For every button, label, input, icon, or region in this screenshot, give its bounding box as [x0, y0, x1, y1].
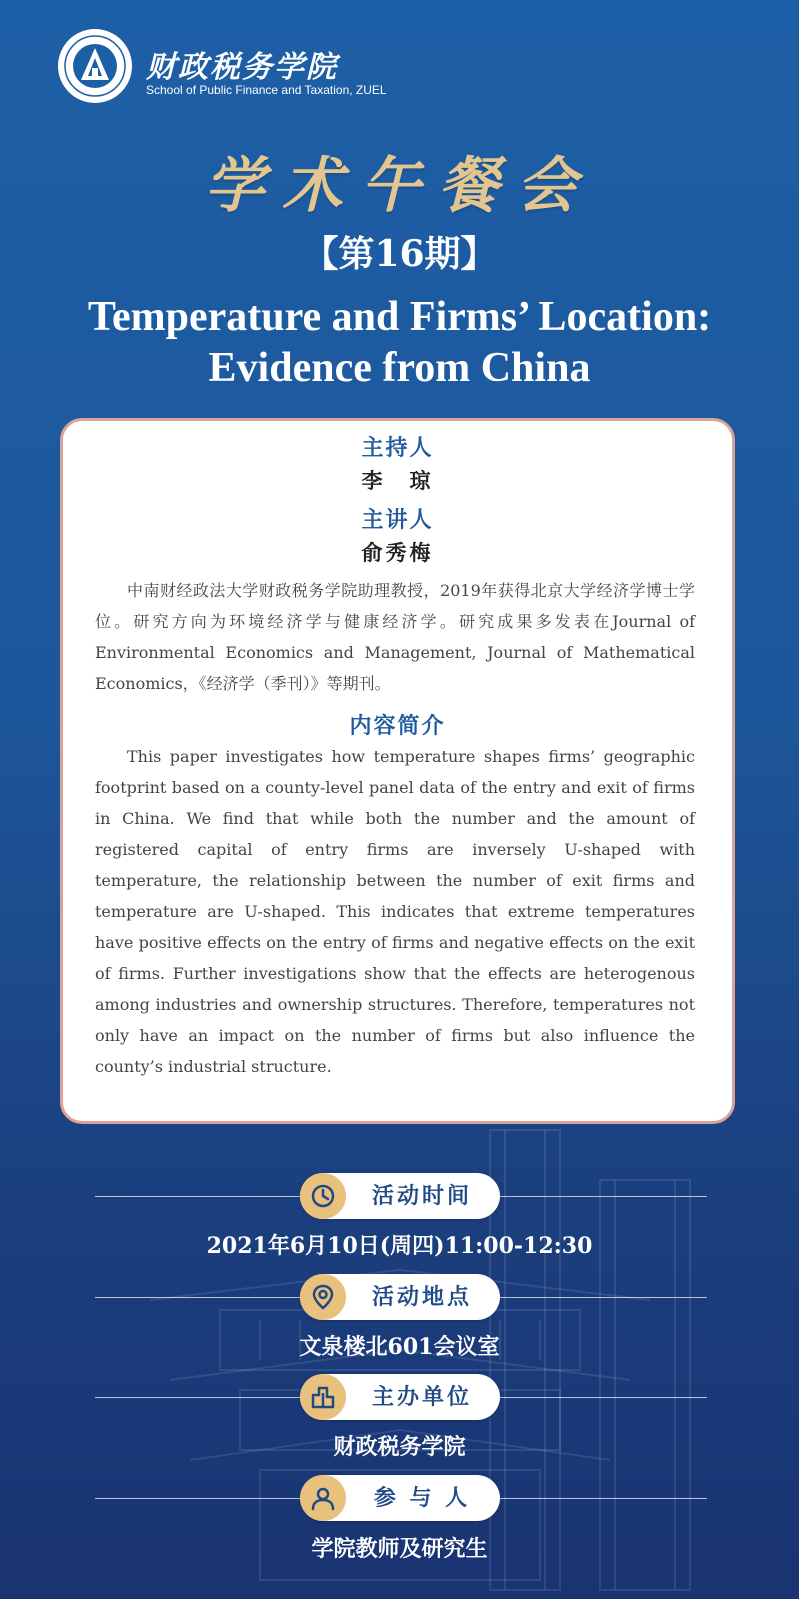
school-name-chinese: 财政税务学院: [146, 50, 338, 85]
talk-title-line-2: Evidence from China: [208, 345, 591, 391]
abstract-text: This paper investigates how temperature shapes firms’ geographic footprint based on a county-level panel data of the entry and exit of firms in China. We find that while both the number and the amount of registered capital of entry firms are inversely U-shaped with temperature, the relationship between the number of exit firms and temperature are U-shaped. This indicates that extreme temperatures have positive effects on the entry of firms and negative effects on the exit of firms. Further investigations show that the effects are heterogenous among industries and ownership structures. Therefore, temperatures not only have an impact on the number of firms but also influence the county’s industrial structure.: [95, 747, 695, 1076]
event-title: 学术午餐会: [204, 151, 595, 221]
speaker-bio: 中南财经政法大学财政税务学院助理教授，2019年获得北京大学经济学博士学位。研究方向为环境经济学与健康经济学。研究成果多发表在Journal of Environmental Economics and Management, Journal of Mathematical Economics，《经济学（季刊）》等期刊。: [95, 581, 695, 693]
talk-title: [20, 292, 779, 394]
info-label-organizer: 主办单位: [371, 1384, 472, 1410]
person-icon: [300, 1475, 346, 1521]
location-pin-icon: [300, 1274, 346, 1320]
info-value-participants: 学院教师及研究生: [311, 1536, 488, 1562]
info-value-organizer: 财政税务学院: [333, 1434, 466, 1460]
university-logo: [57, 28, 133, 104]
content-card: [60, 418, 735, 1124]
school-name-english: School of Public Finance and Taxation, ZUEL: [146, 83, 387, 97]
abstract-label: 内容简介: [349, 713, 446, 739]
building-icon: [300, 1374, 346, 1420]
info-pill-time: [300, 1173, 500, 1219]
info-label-participants: 参 与 人: [373, 1485, 471, 1511]
info-label-location: 活动地点: [371, 1284, 472, 1310]
info-pill-location: [300, 1274, 500, 1320]
clock-icon: [300, 1173, 346, 1219]
info-value-time: 2021年6月10日(周四)11:00-12:30: [206, 1233, 593, 1259]
host-name: 李 琼: [361, 468, 434, 493]
info-label-time: 活动时间: [371, 1183, 472, 1209]
host-label: 主持人: [361, 435, 434, 461]
talk-title-line-1: Temperature and Firms’ Location:: [87, 294, 712, 340]
info-pill-organizer: [300, 1374, 500, 1420]
speaker-label: 主讲人: [361, 507, 434, 533]
info-pill-participants: [300, 1475, 500, 1521]
issue-number: 【第16期】: [302, 233, 497, 275]
info-value-location: 文泉楼北601会议室: [299, 1334, 500, 1360]
speaker-name: 俞秀梅: [361, 540, 434, 565]
